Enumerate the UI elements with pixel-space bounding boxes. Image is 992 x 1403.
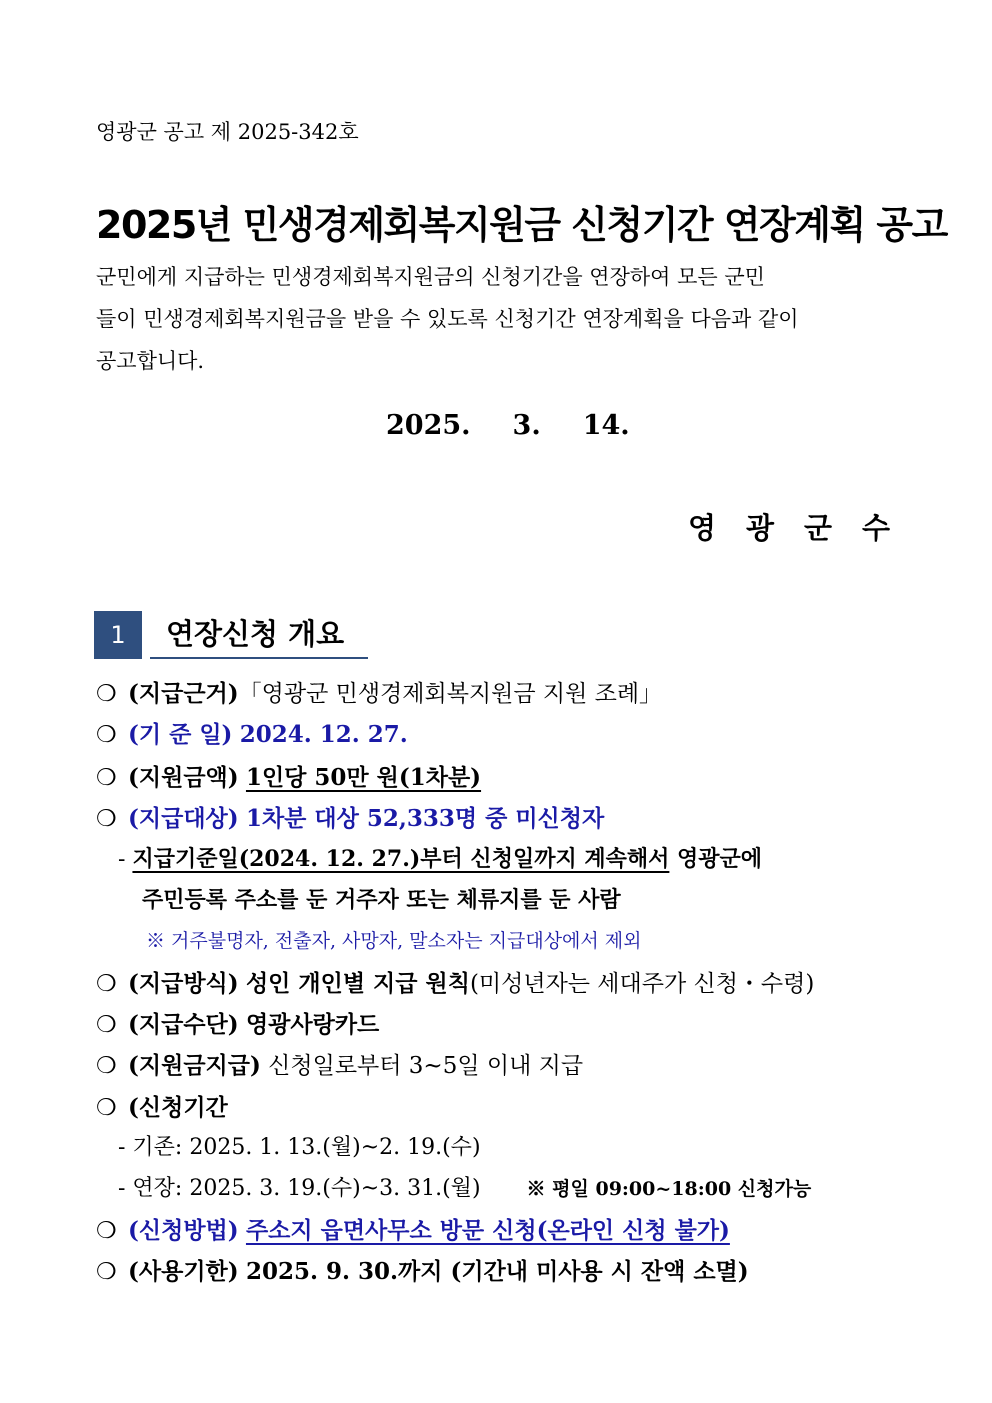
item-period xyxy=(96,1089,228,1122)
period-note: ※ 평일 09:00~18:00 신청가능 xyxy=(526,1178,812,1200)
item-value: 영광사랑카드 xyxy=(245,1011,380,1038)
item-base-date xyxy=(96,716,408,749)
bullet-icon: ❍ xyxy=(96,1218,117,1244)
intro-line: 군민에게 지급하는 민생경제회복지원금의 신청기간을 연장하여 모든 군민 xyxy=(96,265,765,289)
target-sub-text: 주민등록 주소를 둔 거주자 또는 체류지를 둔 사람 xyxy=(142,887,621,913)
signer-char: 광 xyxy=(746,511,775,545)
bullet-icon: ❍ xyxy=(96,765,117,791)
bullet-icon: ❍ xyxy=(96,1259,117,1285)
signer-char: 군 xyxy=(804,511,833,545)
document-title: 2025년 민생경제회복지원금 신청기간 연장계획 공고 xyxy=(96,203,947,247)
item-label: (사용기한) xyxy=(128,1258,239,1285)
item-value: 1인당 50만 원(1차분) xyxy=(245,764,482,791)
bullet-icon: ❍ xyxy=(96,971,117,997)
signer xyxy=(688,506,890,547)
intro-paragraph xyxy=(96,256,896,382)
item-basis xyxy=(96,675,662,708)
item-value: 2024. 12. 27. xyxy=(239,721,408,748)
item-label: (지원금액) xyxy=(128,764,239,791)
item-value: 성인 개인별 지급 원칙 xyxy=(245,970,470,997)
section-title: 연장신청 개요 xyxy=(166,617,345,651)
section-number-badge: 1 xyxy=(94,611,142,659)
item-label: (신청기간 xyxy=(128,1094,228,1121)
signer-char: 영 xyxy=(688,511,717,545)
intro-line: 공고합니다. xyxy=(96,349,205,373)
item-usage xyxy=(96,1253,749,1286)
intro-line: 들이 민생경제회복지원금을 받을 수 있도록 신청기간 연장계획을 다음과 같이 xyxy=(96,307,799,331)
signer-char: 수 xyxy=(862,511,891,545)
item-paren: (미성년자는 세대주가 신청・수령) xyxy=(469,971,815,997)
item-value: 2025. 9. 30.까지 (기간내 미사용 시 잔액 소멸) xyxy=(245,1258,749,1285)
item-value: 「영광군 민생경제회복지원금 지원 조례」 xyxy=(238,681,663,707)
item-label: (지급수단) xyxy=(128,1011,239,1038)
target-sub-underlined: 지급기준일(2024. 12. 27.)부터 신청일까지 계속해서 xyxy=(132,846,670,872)
item-value: 주소지 읍면사무소 방문 신청(온라인 신청 불가) xyxy=(245,1217,730,1244)
date-month: 3. xyxy=(512,410,541,441)
item-payout xyxy=(96,1047,583,1080)
bullet-icon: ❍ xyxy=(96,806,117,832)
item-value: 신청일로부터 3~5일 이내 지급 xyxy=(268,1053,584,1079)
target-note: ※ 거주불명자, 전출자, 사망자, 말소자는 지급대상에서 제외 xyxy=(146,930,642,952)
bullet-icon: ❍ xyxy=(96,1095,117,1121)
item-target xyxy=(96,800,604,833)
item-label: (지급대상) xyxy=(128,805,239,832)
notice-number: 영광군 공고 제 2025-342호 xyxy=(96,120,359,144)
target-sub-line xyxy=(118,842,762,873)
date-day: 14. xyxy=(582,410,630,441)
period-extended xyxy=(118,1171,811,1202)
item-amount xyxy=(96,759,481,792)
item-label: (지급근거) xyxy=(128,680,239,707)
bullet-icon: ❍ xyxy=(96,722,117,748)
date-year: 2025. xyxy=(386,410,471,441)
item-label: (지원금지급) xyxy=(128,1052,261,1079)
item-value: 1차분 대상 52,333명 중 미신청자 xyxy=(245,805,605,832)
dash: - xyxy=(118,847,126,872)
item-label: (신청방법) xyxy=(128,1217,239,1244)
notice-date xyxy=(386,410,672,441)
bullet-icon: ❍ xyxy=(96,681,117,707)
item-apply xyxy=(96,1212,730,1245)
bullet-icon: ❍ xyxy=(96,1053,117,1079)
target-sub-rest: 영광군에 xyxy=(669,846,763,872)
item-means xyxy=(96,1006,379,1039)
item-label: (기 준 일) xyxy=(128,721,233,748)
period-extended-text: - 연장: 2025. 3. 19.(수)~3. 31.(월) xyxy=(118,1176,481,1201)
item-method xyxy=(96,965,814,998)
item-label: (지급방식) xyxy=(128,970,239,997)
period-existing: - 기존: 2025. 1. 13.(월)~2. 19.(수) xyxy=(118,1135,481,1160)
target-sub-line-2 xyxy=(142,883,621,914)
section-title-underline xyxy=(150,657,368,659)
bullet-icon: ❍ xyxy=(96,1012,117,1038)
